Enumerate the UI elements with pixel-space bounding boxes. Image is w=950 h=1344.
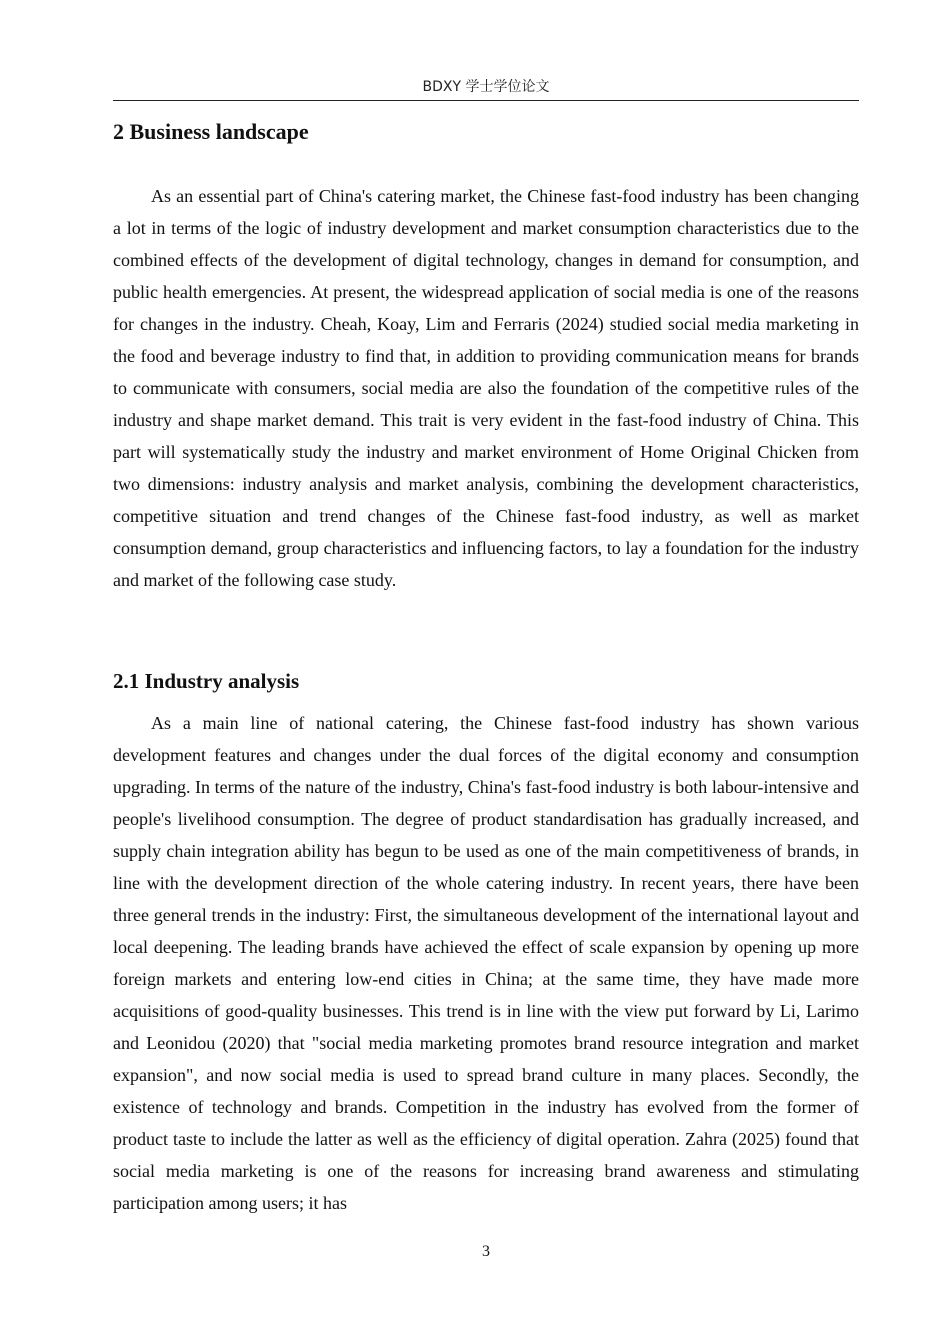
header-rule <box>113 100 859 101</box>
document-page <box>113 0 859 1344</box>
running-header: BDXY 学士学位论文 <box>422 79 550 95</box>
subsection-heading: 2.1 Industry analysis <box>113 669 300 693</box>
section-heading: 2 Business landscape <box>113 119 309 144</box>
subsection-paragraph: As a main line of national catering, the Chinese fast-food industry has shown various development features and changes under the dual forces of the digital economy and consumption upgrading. In terms of the nature of the industry, China's fast-food industry is both labour-intensive and people's livelihood consumption. The degree of product standardisation has gradually increased, and supply chain integration ability has begun to be used as one of the main competitiveness of brands, in line with the development direction of the whole catering industry. In recent years, there have been three general trends in the industry: First, the simultaneous development of the international layout and local deepening. The leading brands have achieved the effect of scale expansion by opening up more foreign markets and entering low-end cities in China; at the same time, they have made more acquisitions of good-quality businesses. This trend is in line with the view put forward by Li, Larimo and Leonidou (2020) that "social media marketing promotes brand resource integration and market expansion", and now social media is used to spread brand culture in many places. Secondly, the existence of technology and brands. Competition in the industry has evolved from the former of product taste to include the latter as well as the efficiency of digital operation. Zahra (2025) found that social media marketing is one of the reasons for increasing brand awareness and stimulating participation among users; it has <box>113 713 859 1213</box>
section-paragraph: As an essential part of China's catering market, the Chinese fast-food industry has been changing a lot in terms of the logic of industry development and market consumption characteristics due to the combined effects of the development of digital technology, changes in demand for consumption, and public health emergencies. At present, the widespread application of social media is one of the reasons for changes in the industry. Cheah, Koay, Lim and Ferraris (2024) studied social media marketing in the food and beverage industry to find that, in addition to providing communication means for brands to communicate with consumers, social media are also the foundation of the competitive rules of the industry and shape market demand. This trait is very evident in the fast-food industry of China. This part will systematically study the industry and market environment of Home Original Chicken from two dimensions: industry analysis and market analysis, combining the development characteristics, competitive situation and trend changes of the Chinese fast-food industry, as well as market consumption demand, group characteristics and influencing factors, to lay a foundation for the industry and market of the following case study. <box>113 186 859 590</box>
page-number: 3 <box>482 1243 490 1260</box>
